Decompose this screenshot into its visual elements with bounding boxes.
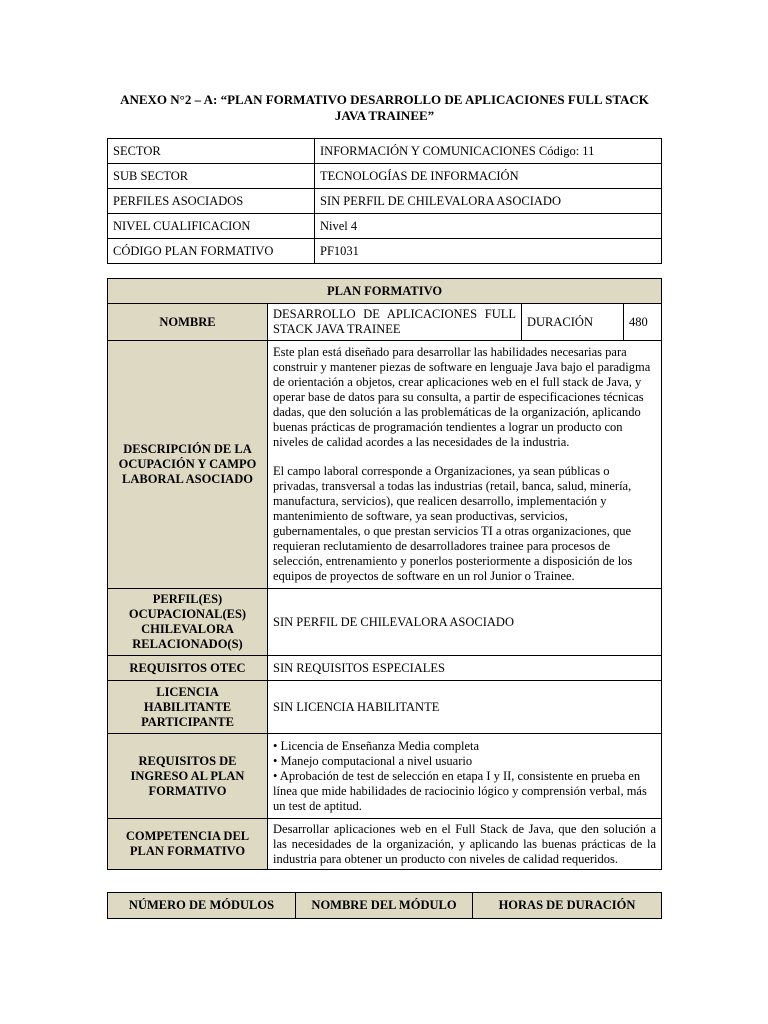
perfil-value: SIN PERFIL DE CHILEVALORA ASOCIADO (268, 589, 662, 656)
licencia-label: LICENCIA HABILITANTE PARTICIPANTE (108, 681, 268, 734)
info-label: SUB SECTOR (108, 164, 315, 189)
info-value: Nivel 4 (315, 214, 662, 239)
info-value: INFORMACIÓN Y COMUNICACIONES Código: 11 (315, 139, 662, 164)
plan-header: PLAN FORMATIVO (108, 279, 662, 304)
descripcion-label: DESCRIPCIÓN DE LA OCUPACIÓN Y CAMPO LABORAL ASOCIADO (108, 341, 268, 589)
nombre-label: NOMBRE (108, 304, 268, 341)
info-label: CÓDIGO PLAN FORMATIVO (108, 239, 315, 264)
document-title: ANEXO N°2 – A: “PLAN FORMATIVO DESARROLLO DE APLICACIONES FULL STACK JAVA TRAINEE” (120, 92, 649, 123)
plan-table (107, 278, 662, 870)
table-row (108, 239, 662, 264)
descripcion-paragraph-1: Este plan está diseñado para desarrollar las habilidades necesarias para construir y mantener piezas de software en lenguaje Java bajo el paradigma de orientación a objetos, crear aplicaciones web en el full stack de Java, y operar base de datos para su consulta, a partir de especificaciones técnicas dadas, que den solución a las problemáticas de la organización, aplicando buenas prácticas de programación tendientes a lograr un producto con niveles de calidad acordes a las necesidades de la industria. (273, 345, 651, 449)
info-value: TECNOLOGÍAS DE INFORMACIÓN (315, 164, 662, 189)
licencia-value: SIN LICENCIA HABILITANTE (268, 681, 662, 734)
otec-value: SIN REQUISITOS ESPECIALES (268, 656, 662, 681)
ingreso-cell (268, 734, 662, 819)
perfil-label: PERFIL(ES) OCUPACIONAL(ES) CHILEVALORA RELACIONADO(S) (108, 589, 268, 656)
info-value: SIN PERFIL DE CHILEVALORA ASOCIADO (315, 189, 662, 214)
list-item: • Aprobación de test de selección en etapa I y II, consistente en prueba en línea que mide habilidades de raciocinio lógico y comprensión verbal, más un test de aptitud. (273, 768, 647, 813)
duracion-value: 480 (624, 304, 662, 341)
ingreso-list (273, 739, 656, 814)
info-value: PF1031 (315, 239, 662, 264)
info-label: PERFILES ASOCIADOS (108, 189, 315, 214)
info-label: SECTOR (108, 139, 315, 164)
competencia-label: COMPETENCIA DEL PLAN FORMATIVO (108, 819, 268, 870)
modules-col-nombre: NOMBRE DEL MÓDULO (296, 893, 473, 919)
info-label: NIVEL CUALIFICACION (108, 214, 315, 239)
table-row (108, 139, 662, 164)
list-item: • Manejo computacional a nivel usuario (273, 753, 473, 768)
descripcion-paragraph-2: El campo laboral corresponde a Organizaciones, ya sean públicas o privadas, transversal a todas las industrias (retail, banca, salud, minería, manufactura, servicios), que realicen desarrollo, implementación y mantenimiento de software, ya sean productivas, servicios, gubernamentales, o que prestan servicios TI a otras organizaciones, que requieran reclutamiento de desarrolladores trainee para procesos de selección, entrenamiento y ponerlos posteriormente a disposición de los equipos de proyectos de software en un rol Junior o Trainee. (273, 464, 633, 583)
descripcion-cell (268, 341, 662, 589)
nombre-value: DESARROLLO DE APLICACIONES FULL STACK JAVA TRAINEE (268, 304, 522, 341)
modules-table (107, 892, 662, 919)
modules-col-horas: HORAS DE DURACIÓN (473, 893, 662, 919)
list-item: • Licencia de Enseñanza Media completa (273, 738, 480, 753)
table-row (108, 189, 662, 214)
ingreso-label: REQUISITOS DE INGRESO AL PLAN FORMATIVO (108, 734, 268, 819)
otec-label: REQUISITOS OTEC (108, 656, 268, 681)
duracion-label: DURACIÓN (522, 304, 624, 341)
table-row (108, 164, 662, 189)
competencia-value: Desarrollar aplicaciones web en el Full Stack de Java, que den solución a las necesidades de la organización, y aplicando las buenas prácticas de la industria para obtener un producto con niveles de calidad requeridos. (268, 819, 662, 870)
info-table (107, 138, 662, 264)
table-row (108, 214, 662, 239)
modules-col-numero: NÚMERO DE MÓDULOS (108, 893, 296, 919)
